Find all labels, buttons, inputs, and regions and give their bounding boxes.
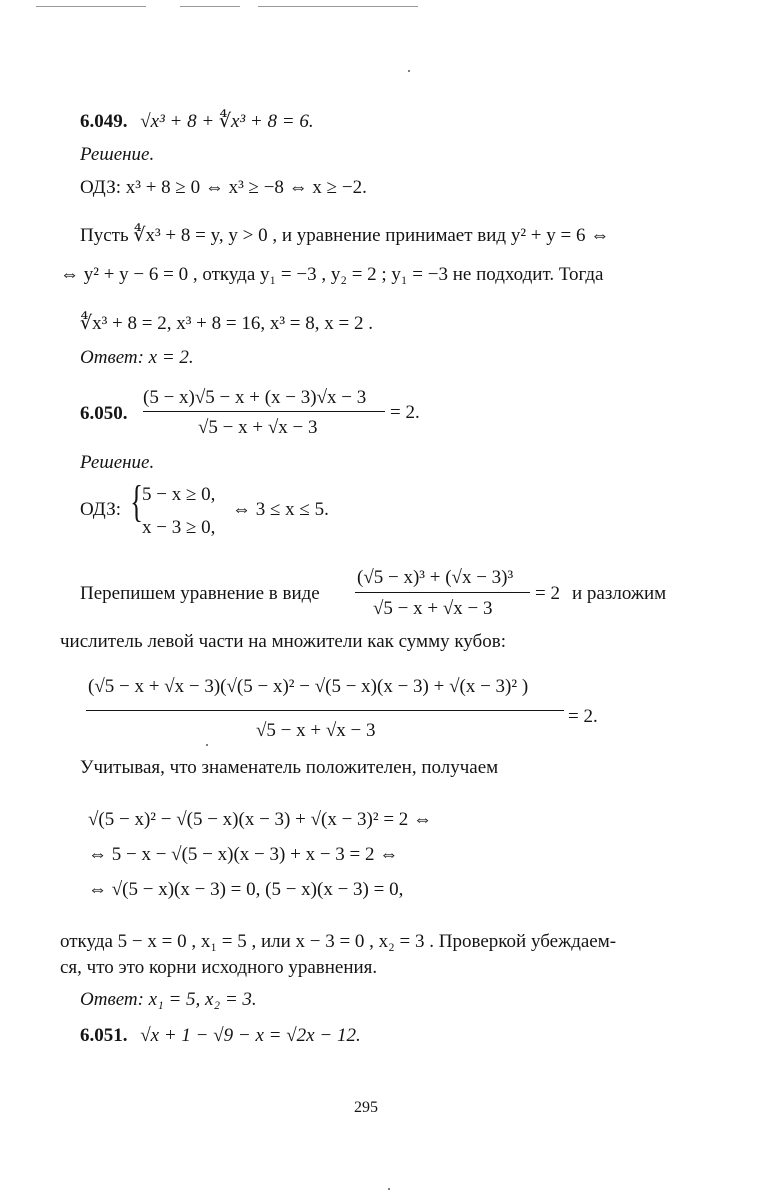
page-number: 295 — [354, 1099, 378, 1116]
solution-label: Решение. — [80, 144, 155, 165]
odz-condition-2: x − 3 ≥ 0, — [142, 517, 216, 538]
derivation-line-2: ⇔ 5 − x − √(5 − x)(x − 3) + x − 3 = 2 ⇔ — [88, 844, 399, 865]
rewrite-denominator: √5 − x + √x − 3 — [373, 598, 493, 619]
problem-equation: √x + 1 − √9 − x = √2x − 12. — [140, 1025, 361, 1046]
conclusion-line-1: откуда 5 − x = 0 , x₁ = 5 , или x − 3 = 0 , x₂ = 3 . Проверкой убеждаем- — [60, 931, 617, 952]
fraction-bar — [143, 411, 385, 412]
answer-line — [80, 990, 257, 1009]
problem-number: 6.049. — [80, 111, 128, 132]
fraction-numerator: (5 − x)√5 − x + (x − 3)√x − 3 — [143, 387, 367, 408]
top-scan-edge — [180, 6, 240, 7]
solution-label: Решение. — [80, 452, 155, 473]
answer-value: x = 2. — [148, 347, 194, 368]
derivation-line-3: ⇔ √(5 − x)(x − 3) = 0, (5 − x)(x − 3) = 0, — [88, 879, 404, 900]
odz-result: ⇔ 3 ≤ x ≤ 5. — [232, 499, 329, 520]
fraction-bar — [355, 592, 530, 593]
rewrite-rhs: = 2 — [535, 583, 560, 604]
rewrite-tail: и разложим — [572, 583, 667, 604]
scan-speck — [206, 744, 208, 746]
answer-line — [80, 348, 194, 367]
answer-label: Ответ: — [80, 989, 144, 1010]
fraction-bar — [86, 710, 564, 711]
problem-6050-fraction — [143, 385, 388, 440]
odz-brace: { — [130, 477, 143, 526]
odz-line: ОДЗ: x³ + 8 ≥ 0 ⇔ x³ ≥ −8 ⇔ x ≥ −2. — [80, 177, 367, 198]
problem-number: 6.050. — [80, 403, 128, 424]
derivation-line-1: √(5 − x)² − √(5 − x)(x − 3) + √(x − 3)² = 2 ⇔ — [88, 809, 433, 830]
big-fraction — [86, 668, 566, 748]
rewrite-fraction — [355, 565, 535, 625]
scan-speck — [388, 1188, 390, 1190]
top-scan-edge — [258, 6, 418, 7]
substitution-line: Пусть ∜x³ + 8 = y, y > 0 , и уравнение принимает вид y² + y = 6 ⇔ — [80, 225, 610, 246]
rewrite-text: Перепишем уравнение в виде — [80, 583, 320, 604]
back-substitution-line: ∜x³ + 8 = 2, x³ + 8 = 16, x³ = 8, x = 2 . — [80, 313, 373, 334]
scan-speck — [408, 70, 410, 72]
problem-6049-heading — [80, 112, 314, 131]
quadratic-line: ⇔ y² + y − 6 = 0 , откуда y₁ = −3 , y₂ = 2 ; y₁ = −3 не подходит. Тогда — [60, 264, 604, 285]
odz-label: ОДЗ: — [80, 499, 122, 520]
fraction-denominator: √5 − x + √x − 3 — [198, 417, 318, 438]
rewrite-numerator: (√5 − x)³ + (√x − 3)³ — [357, 567, 514, 588]
answer-label: Ответ: — [80, 347, 144, 368]
big-fraction-rhs: = 2. — [568, 706, 598, 727]
fraction-rhs: = 2. — [390, 402, 420, 423]
conclusion-line-2: ся, что это корни исходного уравнения. — [60, 957, 378, 978]
problem-number: 6.051. — [80, 1025, 128, 1046]
answer-value: x₁ = 5, x₂ = 3. — [148, 989, 257, 1010]
odz-condition-1: 5 − x ≥ 0, — [142, 484, 216, 505]
big-numerator: (√5 − x + √x − 3)(√(5 − x)² − √(5 − x)(x − 3) + √(x − 3)² ) — [88, 676, 529, 697]
given-text: Учитывая, что знаменатель положителен, получаем — [80, 757, 499, 778]
big-denominator: √5 − x + √x − 3 — [256, 720, 376, 741]
cubes-line: числитель левой части на множители как сумму кубов: — [60, 631, 506, 652]
problem-equation: √x³ + 8 + ∜x³ + 8 = 6. — [140, 111, 314, 132]
top-scan-edge — [36, 6, 146, 7]
problem-6051-heading — [80, 1026, 361, 1045]
